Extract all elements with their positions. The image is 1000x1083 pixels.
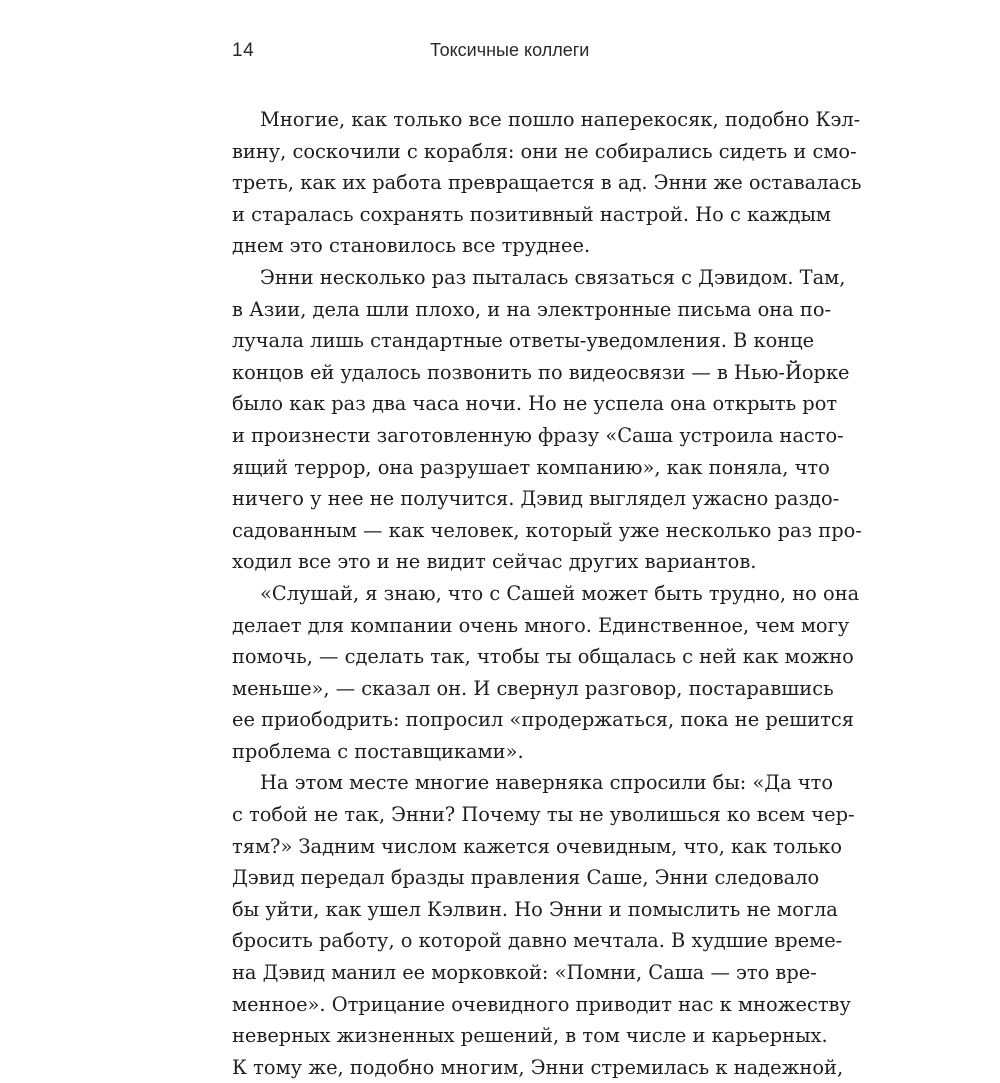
text-line: с тобой не так, Энни? Почему ты не уволишься ко всем чер- xyxy=(232,803,855,827)
page-number: 14 xyxy=(232,40,255,61)
text-line: бы уйти, как ушел Кэлвин. Но Энни и помыслить не могла xyxy=(232,897,838,921)
text-line: ходил все это и не видит сейчас других вариантов. xyxy=(232,550,757,574)
text-line: Дэвид передал бразды правления Саше, Энни следовало xyxy=(232,866,820,890)
text-line: лучала лишь стандартные ответы-уведомления. В конце xyxy=(232,329,815,353)
text-line: менное». Отрицание очевидного приводит нас к множеству xyxy=(232,992,851,1016)
text-line: Многие, как только все пошло наперекосяк, подобно Кэл- xyxy=(260,108,861,131)
text-line: меньше», — сказал он. И свернул разговор, постаравшись xyxy=(232,676,834,700)
text-line: садованным — как человек, который уже несколько раз про- xyxy=(232,518,862,542)
running-title: Токсичные коллеги xyxy=(430,40,590,60)
text-line: концов ей удалось позвонить по видеосвязи — в Нью-Йорке xyxy=(232,360,850,384)
text-line: неверных жизненных решений, в том числе и карьерных. xyxy=(232,1024,828,1048)
text-line: ничего у нее не получится. Дэвид выглядел ужасно раздо- xyxy=(232,487,840,511)
text-line: «Слушай, я знаю, что с Сашей может быть трудно, но она xyxy=(260,581,860,605)
text-line: бросить работу, о которой давно мечтала. В худшие време- xyxy=(232,929,843,953)
text-line: делает для компании очень много. Единственное, чем могу xyxy=(232,613,850,637)
text-line: помочь, — сделать так, чтобы ты общалась с ней как можно xyxy=(232,645,854,669)
text-line: тям?» Задним числом кажется очевидным, что, как только xyxy=(232,834,843,858)
text-line: на Дэвид манил ее морковкой: «Помни, Саша — это вре- xyxy=(232,961,817,985)
text-line: К тому же, подобно многим, Энни стремилась к надежной, xyxy=(232,1055,844,1079)
body-text xyxy=(232,104,862,1083)
text-line: проблема с поставщиками». xyxy=(232,739,524,763)
text-line: ее приободрить: попросил «продержаться, пока не решится xyxy=(232,708,854,732)
text-line: было как раз два часа ночи. Но не успела она открыть рот xyxy=(232,392,838,416)
text-line: вину, соскочили с корабля: они не собирались сидеть и смо- xyxy=(232,139,857,163)
text-line: Энни несколько раз пыталась связаться с Дэвидом. Там, xyxy=(260,265,846,289)
text-line: ящий террор, она разрушает компанию», как поняла, что xyxy=(232,455,830,479)
text-line: в Азии, дела шли плохо, и на электронные письма она по- xyxy=(232,297,832,321)
text-line: На этом месте многие наверняка спросили бы: «Да что xyxy=(260,771,834,795)
text-line: днем это становилось все труднее. xyxy=(232,234,591,258)
text-line: треть, как их работа превращается в ад. Энни же оставалась xyxy=(232,171,862,195)
text-line: и старалась сохранять позитивный настрой. Но с каждым xyxy=(232,202,831,226)
text-line: и произнести заготовленную фразу «Саша устроила насто- xyxy=(232,423,844,447)
